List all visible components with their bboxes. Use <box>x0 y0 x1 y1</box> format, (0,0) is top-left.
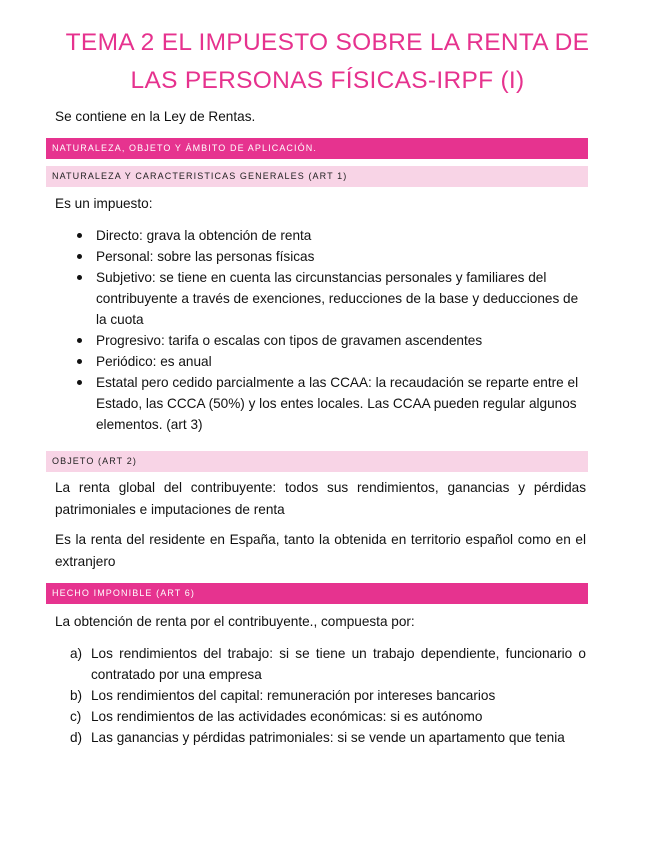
list-item-text: contribuyente a través de exenciones, reducciones de la base y deducciones de <box>96 291 579 306</box>
list-item-text: Las ganancias y pérdidas patrimoniales: si se vende un apartamento que tenia <box>91 730 565 745</box>
list-item <box>77 351 587 372</box>
bullet-icon <box>77 380 82 385</box>
paragraph-line: Es la renta del residente en España, tanto la obtenida en territorio español como en el <box>55 532 586 547</box>
list-item <box>77 330 587 351</box>
list-item <box>70 727 586 748</box>
list-item-text: elementos. (art 3) <box>96 417 203 432</box>
document-title-line-2: LAS PERSONAS FÍSICAS-IRPF (I) <box>130 67 525 94</box>
list-item <box>70 643 586 685</box>
paragraph-line: extranjero <box>55 554 116 569</box>
list-item-text: Progresivo: tarifa o escalas con tipos de gravamen ascendentes <box>96 333 483 348</box>
list-item-text: Personal: sobre las personas físicas <box>96 249 315 264</box>
list-item <box>77 246 587 267</box>
list-item-text: Los rendimientos de las actividades económicas: si es autónomo <box>91 709 483 724</box>
paragraph-line: patrimoniales e imputaciones de renta <box>55 502 285 517</box>
list-item <box>70 685 586 706</box>
list-item <box>77 267 587 330</box>
list-item-text: Estado, las CCCA (50%) y los entes locales. Las CCAA pueden regular algunos <box>96 396 577 411</box>
section-header-naturaleza: NATURALEZA, OBJETO Y ÁMBITO DE APLICACIÓN. <box>46 138 588 159</box>
bullet-icon <box>77 275 82 280</box>
list-item-text: Subjetivo: se tiene en cuenta las circunstancias personales y familiares del <box>96 270 547 285</box>
list-item <box>70 706 586 727</box>
list-item-text: la cuota <box>96 312 144 327</box>
impuesto-characteristics-list <box>77 225 587 435</box>
impuesto-lead: Es un impuesto: <box>55 196 153 211</box>
list-item-text: Periódico: es anual <box>96 354 212 369</box>
list-marker: c) <box>70 709 82 724</box>
bullet-icon <box>77 233 82 238</box>
list-item-text: Los rendimientos del capital: remuneración por intereses bancarios <box>91 688 496 703</box>
list-item <box>77 225 587 246</box>
list-marker: d) <box>70 730 83 745</box>
section-header-hecho-imponible: HECHO IMPONIBLE (ART 6) <box>46 583 588 604</box>
list-item-text: contratado por una empresa <box>91 667 262 682</box>
list-item-text: Directo: grava la obtención de renta <box>96 228 312 243</box>
bullet-icon <box>77 359 82 364</box>
hecho-imponible-lead: La obtención de renta por el contribuyente., compuesta por: <box>55 614 415 629</box>
list-marker: a) <box>70 646 83 661</box>
paragraph-line: La renta global del contribuyente: todos sus rendimientos, ganancias y pérdidas <box>55 480 586 495</box>
list-item <box>77 372 587 435</box>
objeto-paragraph-1 <box>55 477 586 521</box>
bullet-icon <box>77 254 82 259</box>
list-item-text: Los rendimientos del trabajo: si se tiene un trabajo dependiente, funcionario o <box>91 646 586 661</box>
subsection-header-caracteristicas: NATURALEZA Y CARACTERISTICAS GENERALES (ART 1) <box>46 166 588 187</box>
rendimientos-list <box>70 643 586 748</box>
subsection-header-objeto: OBJETO (ART 2) <box>46 451 588 472</box>
objeto-paragraph-2 <box>55 529 586 573</box>
list-marker: b) <box>70 688 83 703</box>
intro-text: Se contiene en la Ley de Rentas. <box>55 109 256 124</box>
document-title-line-1: TEMA 2 EL IMPUESTO SOBRE LA RENTA DE <box>65 29 590 56</box>
bullet-icon <box>77 338 82 343</box>
list-item-text: Estatal pero cedido parcialmente a las CCAA: la recaudación se reparte entre el <box>96 375 579 390</box>
